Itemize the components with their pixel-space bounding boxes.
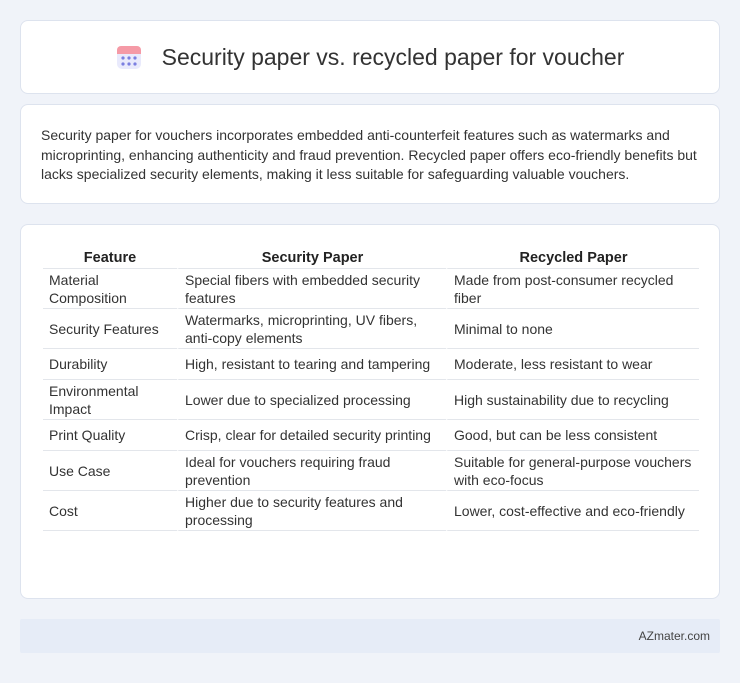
title-card (20, 20, 720, 94)
comparison-table (43, 247, 699, 531)
recycled-cell: Suitable for general-purpose vouchers with eco-focus (446, 451, 699, 491)
feature-cell: Use Case (43, 451, 177, 491)
footer (20, 619, 720, 653)
intro-paragraph: Security paper for vouchers incorporates embedded anti-counterfeit features such as watermarks and microprinting, enhancing authenticity and fraud prevention. Recycled paper offers eco-friendly benefits but lacks specialized security elements, making it less suitable for safeguarding valuable vouchers. (41, 127, 697, 182)
table-row (43, 420, 699, 451)
header-recycled-paper: Recycled Paper (446, 247, 699, 269)
header-feature: Feature (43, 247, 177, 269)
recycled-cell: High sustainability due to recycling (446, 380, 699, 420)
security-cell: Lower due to specialized processing (177, 380, 446, 420)
table-header-row (43, 247, 699, 269)
header-security-paper: Security Paper (177, 247, 446, 269)
feature-cell: Cost (43, 491, 177, 531)
page-title: Security paper vs. recycled paper for voucher (161, 43, 625, 70)
security-cell: High, resistant to tearing and tampering (177, 349, 446, 380)
comparison-card (20, 224, 720, 599)
feature-cell: Security Features (43, 309, 177, 349)
recycled-cell: Moderate, less resistant to wear (446, 349, 699, 380)
recycled-cell: Made from post-consumer recycled fiber (446, 269, 699, 309)
footer-site-link[interactable]: AZmater.com (638, 629, 710, 643)
feature-cell: Durability (43, 349, 177, 380)
security-cell: Crisp, clear for detailed security printing (177, 420, 446, 451)
table-row (43, 491, 699, 531)
table-row (43, 451, 699, 491)
table-row (43, 269, 699, 309)
calendar-icon (116, 44, 142, 70)
feature-cell: Environmental Impact (43, 380, 177, 420)
feature-cell: Material Composition (43, 269, 177, 309)
security-cell: Special fibers with embedded security features (177, 269, 446, 309)
table-row (43, 309, 699, 349)
recycled-cell: Minimal to none (446, 309, 699, 349)
recycled-cell: Lower, cost-effective and eco-friendly (446, 491, 699, 531)
security-cell: Ideal for vouchers requiring fraud prevention (177, 451, 446, 491)
table-row (43, 380, 699, 420)
recycled-cell: Good, but can be less consistent (446, 420, 699, 451)
security-cell: Watermarks, microprinting, UV fibers, anti-copy elements (177, 309, 446, 349)
security-cell: Higher due to security features and processing (177, 491, 446, 531)
feature-cell: Print Quality (43, 420, 177, 451)
table-row (43, 349, 699, 380)
intro-card (20, 104, 720, 204)
